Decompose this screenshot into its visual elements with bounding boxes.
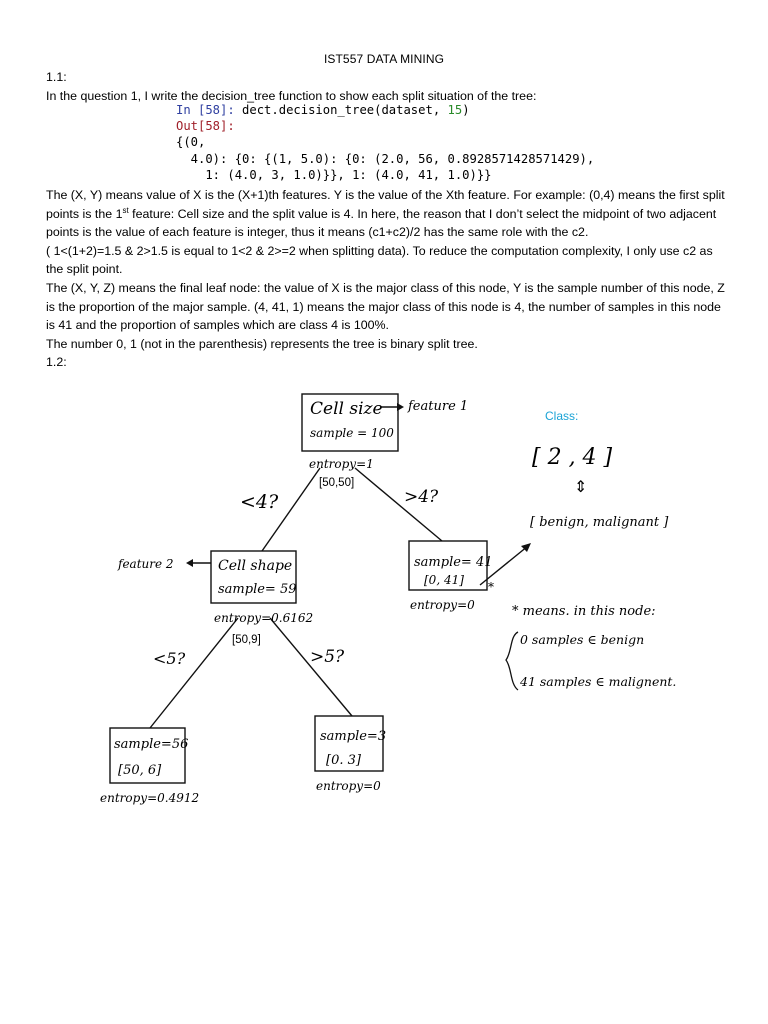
- leaf-lr-sample: sample=3: [320, 729, 387, 744]
- leaf-lr-entropy: entropy=0: [316, 779, 381, 793]
- code-block: [176, 102, 594, 183]
- paragraph-4: The number 0, 1 (not in the parenthesis) represents the tree is binary split tree.: [46, 336, 478, 351]
- root-entropy: entropy=1: [309, 457, 374, 471]
- output-line: 4.0): {0: {(1, 5.0): {0: (2.0, 56, 0.8928571428571429),: [176, 151, 595, 166]
- left-split-label: <4?: [240, 491, 279, 513]
- paragraph-2: ( 1<(1+2)=1.5 & 2>1.5 is equal to 1<2 & 2>=2 when splitting data). To reduce the computation complexity, I only use c2 as the split point.: [46, 243, 713, 277]
- leaf-ll-sample: sample=56: [114, 737, 189, 752]
- paragraph-1: The (X, Y) means value of X is the (X+1)th features. Y is the value of the Xth feature. For example: (0,4) means the first split points is the 1st feature: Cell size and the split value is 4. In here, the reason that I don’t select the midpoint of two adjacent points is the value of each feature is integer, thus it means (c1+c2)/2 has the same role with the c2.: [46, 188, 725, 240]
- class-label: Class:: [545, 409, 579, 423]
- brace-icon: [506, 632, 518, 690]
- intro-text: In the question 1, I write the decision_tree function to show each split situation of the tree:: [46, 88, 537, 103]
- page-title: IST557 DATA MINING: [323, 52, 445, 66]
- input-close: ): [462, 103, 470, 117]
- leaf-lr-counts: [0. 3]: [326, 753, 361, 768]
- leaf-ll-counts: [50, 6]: [118, 763, 162, 778]
- output-line: {(0,: [176, 135, 206, 150]
- input-code: dect.decision_tree(dataset,: [234, 103, 448, 117]
- cell-shape-entropy: entropy=0.6162: [214, 611, 314, 625]
- star-note-title: * means. in this node:: [512, 604, 656, 619]
- section-heading: 1.2:: [46, 355, 67, 370]
- decision-tree-diagram: [0, 380, 768, 820]
- right-leaf-star: *: [488, 580, 494, 594]
- right2-split-label: >5?: [310, 647, 345, 667]
- star-note-line-1: 0 samples ∈ benign: [520, 632, 645, 647]
- section-heading: 1.1:: [46, 70, 67, 84]
- root-feature-note: feature 1: [408, 399, 469, 414]
- left2-split-label: <5?: [153, 649, 186, 668]
- root-node-sample: sample = 100: [310, 426, 394, 440]
- feature-2-note: feature 2: [118, 557, 174, 571]
- leaf-ll-entropy: entropy=0.4912: [100, 791, 200, 805]
- right-leaf-sample: sample= 41: [414, 555, 493, 570]
- output-prompt: Out[58]:: [176, 119, 235, 134]
- explanation-text: [46, 186, 726, 372]
- right-split-label: >4?: [404, 487, 439, 507]
- root-counts: [50,50]: [319, 477, 355, 489]
- cell-shape-name: Cell shape: [218, 558, 293, 574]
- right-leaf-entropy: entropy=0: [410, 598, 475, 612]
- class-arrow-icon: ⇕: [574, 479, 588, 496]
- paragraph-3: The (X, Y, Z) means the final leaf node: the value of X is the major class of this node, Y is the sample number of this node, Z is the proportion of the major sample. (4, 41, 1) means the major class of this node is 4, the number of samples in this node is 41 and the proportion of samples which are class 4 is 100%.: [46, 280, 725, 333]
- section-1-1: [46, 68, 726, 105]
- class-values: [ 2 , 4 ]: [532, 445, 613, 470]
- right-leaf-counts: [0, 41]: [424, 573, 464, 587]
- input-arg: 15: [447, 103, 463, 117]
- output-line: 1: (4.0, 3, 1.0)}}, 1: (4.0, 41, 1.0)}}: [176, 167, 492, 182]
- root-node-name: Cell size: [310, 399, 383, 419]
- cell-shape-sample: sample= 59: [218, 582, 297, 597]
- cell-shape-counts: [50,9]: [232, 634, 261, 646]
- input-prompt: In [58]:: [176, 103, 235, 117]
- class-names: [ benign, malignant ]: [530, 515, 669, 530]
- star-note-line-2: 41 samples ∈ malignent.: [520, 674, 677, 689]
